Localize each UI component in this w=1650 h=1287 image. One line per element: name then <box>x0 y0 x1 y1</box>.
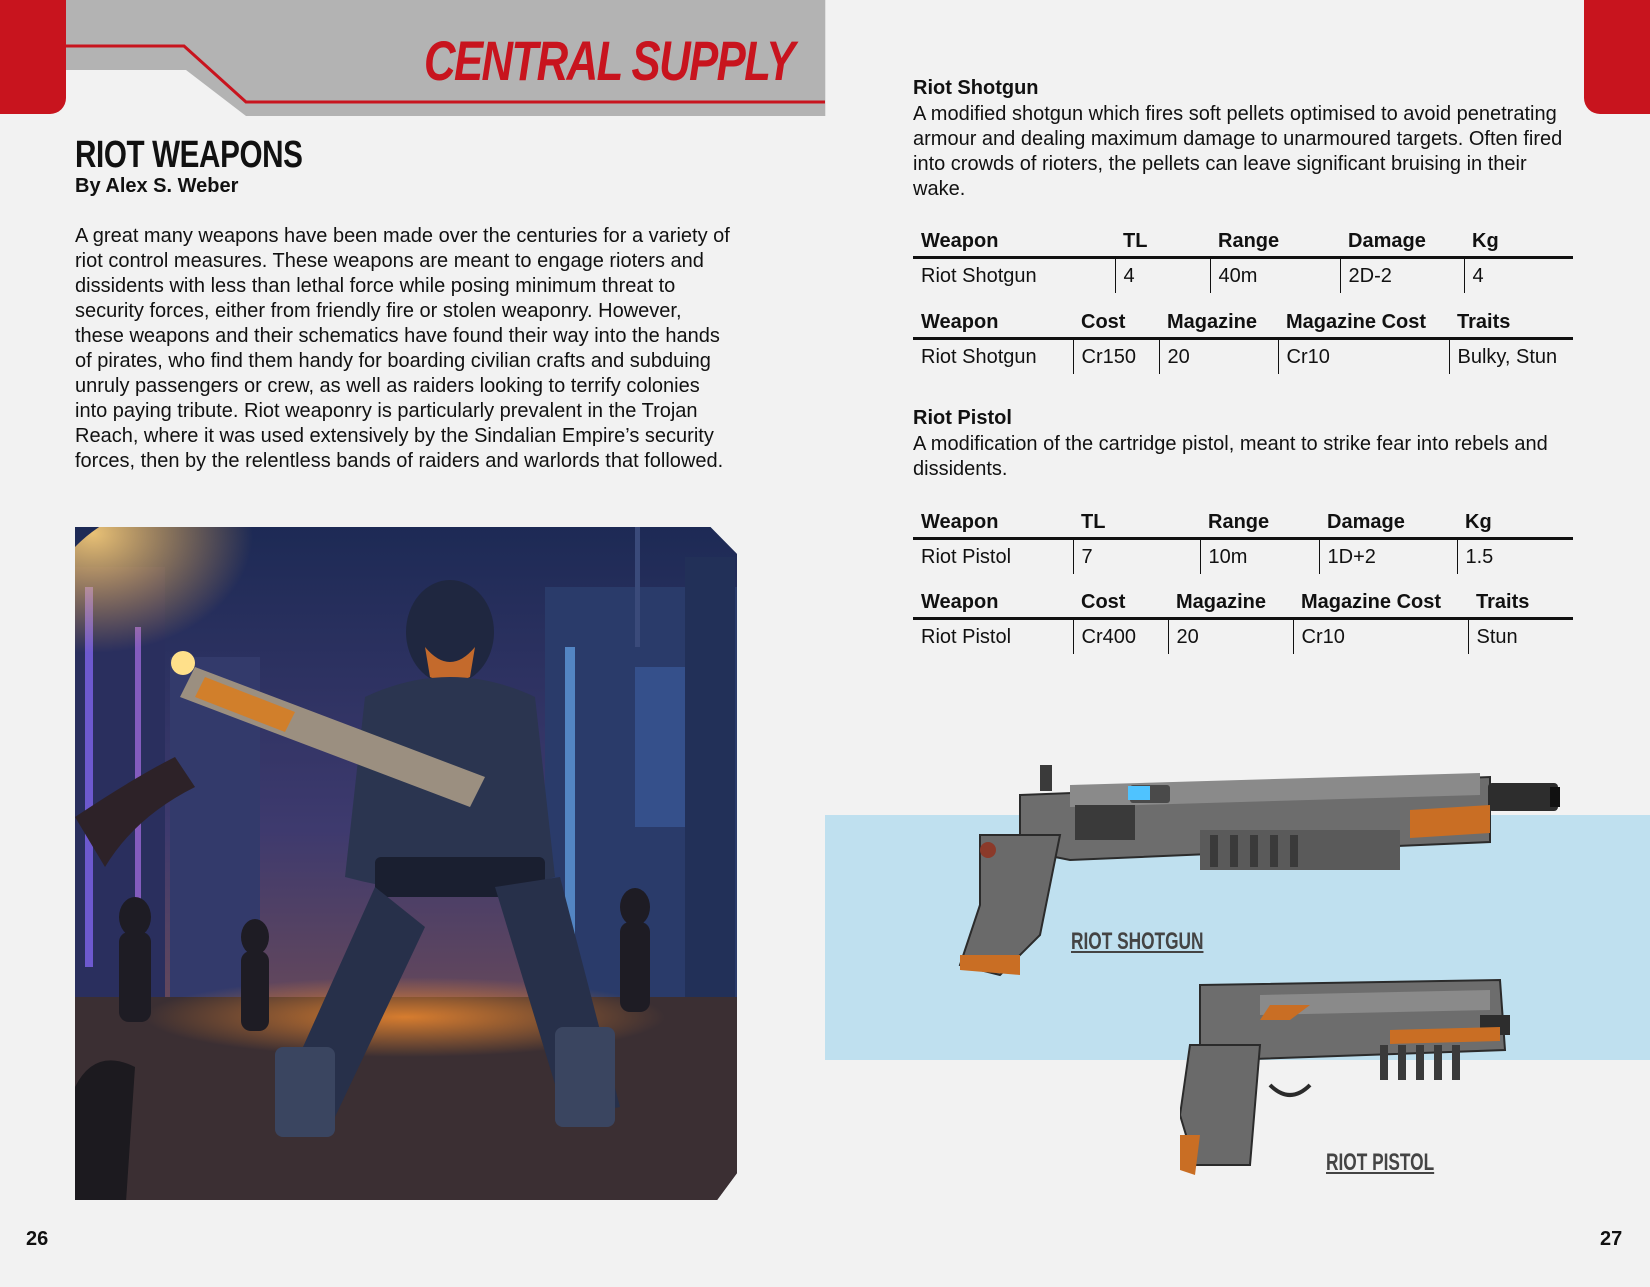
table-header: Damage <box>1319 507 1457 539</box>
riot-shotgun-stats-table <box>913 226 1573 293</box>
table-header: Range <box>1200 507 1319 539</box>
table-header: Magazine <box>1159 307 1278 339</box>
table-header: Cost <box>1073 587 1168 619</box>
corner-tab-right <box>1584 0 1650 114</box>
riot-shotgun-cost-table <box>913 307 1573 374</box>
table-cell: 20 <box>1159 339 1278 375</box>
page-number-right: 27 <box>1600 1228 1623 1250</box>
table-cell: Stun <box>1468 619 1573 655</box>
riot-shotgun-description: A modified shotgun which fires soft pellets optimised to avoid penetrating armour and dealing maximum damage to unarmoured targets. Often fired into crowds of rioters, the pellets can leave significant bruising in their wake. <box>913 103 1563 200</box>
table-cell: Riot Shotgun <box>921 264 1037 287</box>
table-header: Traits <box>1449 307 1573 339</box>
table-header: Kg <box>1464 226 1573 258</box>
table-cell: Cr400 <box>1073 619 1168 655</box>
table-cell: Riot Pistol <box>921 545 1012 568</box>
table-cell: 1.5 <box>1457 539 1573 575</box>
table-header: Damage <box>1340 226 1464 258</box>
table-header: Weapon <box>913 307 1073 339</box>
table-cell: Cr10 <box>1278 339 1449 375</box>
table-row <box>913 619 1573 655</box>
table-cell: Cr10 <box>1293 619 1468 655</box>
table-header: Kg <box>1457 507 1573 539</box>
hero-illustration <box>75 527 737 1200</box>
table-header: TL <box>1115 226 1210 258</box>
article-body: A great many weapons have been made over the centuries for a variety of riot control measures. These weapons are meant to engage rioters and dissidents with less than lethal force while posing minimum threat to security forces, either from friendly fire or stolen weaponry. However, these weapons and their schematics have found their way into the hands of pirates, who find them handy for boarding civilian crafts and subduing unruly passengers or crew, as well as raiders looking to terrify colonies into paying tribute. Riot weaponry is particularly prevalent in the Trojan Reach, where it was used extensively by the Sindalian Empire’s security forces, then by the relentless bands of raiders and warlords that followed. <box>75 225 730 472</box>
table-cell: 1D+2 <box>1319 539 1457 575</box>
table-cell: Bulky, Stun <box>1449 339 1573 375</box>
table-cell: 40m <box>1210 258 1340 294</box>
table-header: Weapon <box>913 226 1115 258</box>
article-title: RIOT WEAPONS <box>75 134 303 176</box>
table-header: TL <box>1073 507 1200 539</box>
table-cell: Riot Shotgun <box>921 345 1037 368</box>
riot-pistol-heading: Riot Pistol <box>913 407 1012 429</box>
riot-shotgun-heading: Riot Shotgun <box>913 77 1039 99</box>
table-cell: 4 <box>1464 258 1573 294</box>
page-number-left: 26 <box>26 1228 49 1250</box>
table-header: Cost <box>1073 307 1159 339</box>
riot-pistol-description: A modification of the cartridge pistol, meant to strike fear into rebels and dissidents. <box>913 433 1548 480</box>
table-header: Weapon <box>913 507 1073 539</box>
table-header: Magazine Cost <box>1293 587 1468 619</box>
riot-pistol-caption: RIOT PISTOL <box>1326 1149 1435 1176</box>
table-cell: 4 <box>1115 258 1210 294</box>
riot-pistol-cost-table <box>913 587 1573 654</box>
byline: By Alex S. Weber <box>75 175 239 197</box>
corner-tab-left <box>0 0 66 114</box>
table-cell: 2D-2 <box>1340 258 1464 294</box>
table-header: Range <box>1210 226 1340 258</box>
banner-title: CENTRAL SUPPLY <box>424 29 794 92</box>
table-cell: Riot Pistol <box>921 625 1012 648</box>
table-header: Magazine Cost <box>1278 307 1449 339</box>
table-row <box>913 258 1573 294</box>
table-row <box>913 339 1573 375</box>
riot-shotgun-caption: RIOT SHOTGUN <box>1071 928 1204 955</box>
table-cell: Cr150 <box>1073 339 1159 375</box>
table-header: Magazine <box>1168 587 1293 619</box>
table-header: Weapon <box>913 587 1073 619</box>
table-cell: 20 <box>1168 619 1293 655</box>
table-cell: 10m <box>1200 539 1319 575</box>
table-header: Traits <box>1468 587 1573 619</box>
table-row <box>913 539 1573 575</box>
table-cell: 7 <box>1073 539 1200 575</box>
riot-pistol-stats-table <box>913 507 1573 574</box>
